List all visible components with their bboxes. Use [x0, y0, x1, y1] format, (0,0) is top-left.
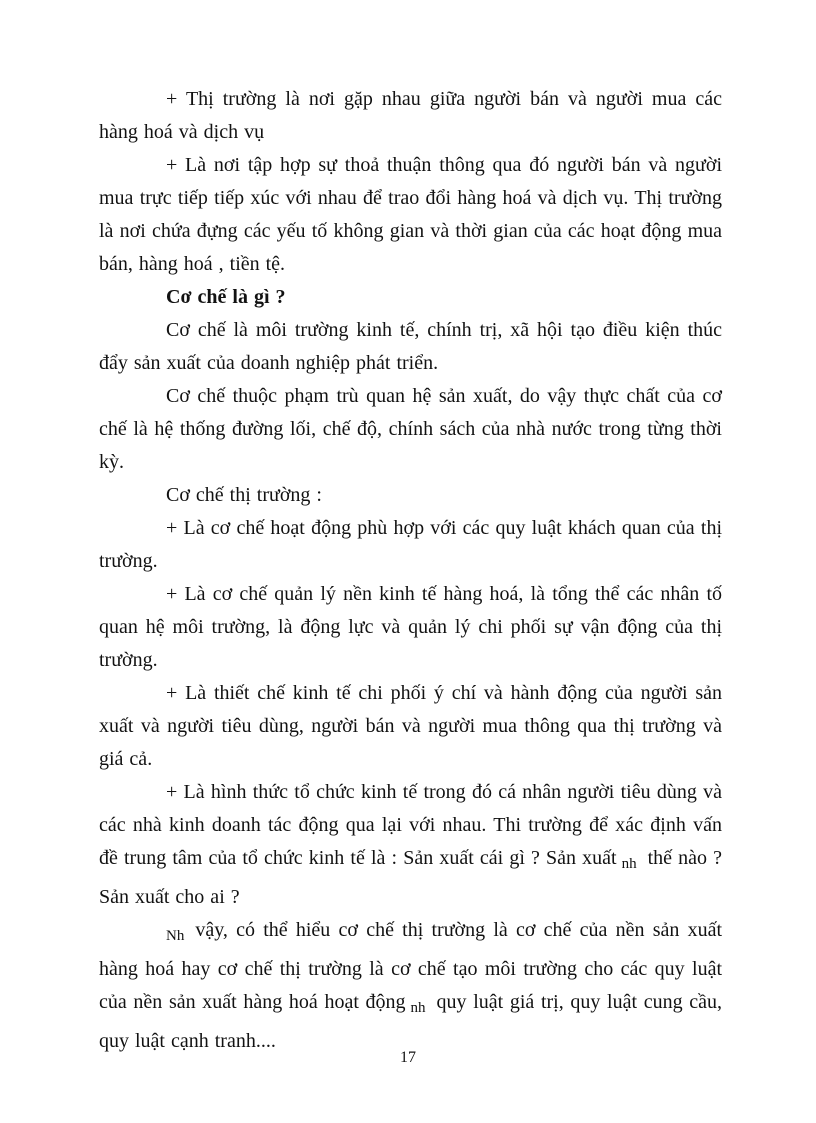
paragraph — [99, 776, 722, 914]
section-heading — [99, 281, 722, 314]
paragraph-text: Cơ chế thuộc phạm trù quan hệ sản xuất, do vậy thực chất của cơ chế là hệ thống đường lối, chế độ, chính sách của nhà nước trong từng thời kỳ. — [99, 385, 722, 473]
page-footer — [0, 1048, 816, 1068]
paragraph — [99, 479, 722, 512]
paragraph — [99, 83, 722, 149]
paragraph-text: Cơ chế là môi trường kinh tế, chính trị, xã hội tạo điều kiện thúc đẩy sản xuất của doanh nghiệp phát triển. — [99, 319, 722, 374]
paragraph-text: + Là cơ chế quản lý nền kinh tế hàng hoá, là tổng thể các nhân tố quan hệ môi trường, là động lực và quản lý chi phối sự vận động của thị trường. — [99, 583, 722, 671]
paragraph-text: Cơ chế thị trường : — [166, 484, 322, 506]
paragraph-text: + Là nơi tập hợp sự thoả thuận thông qua đó người bán và người mua trực tiếp tiếp xúc với nhau để trao đổi hàng hoá và dịch vụ. Thị trường là nơi chứa đựng các yếu tố không gian và thời gian của các hoạt động mua bán, hàng hoá , tiền tệ. — [99, 154, 722, 275]
paragraph-text: thế nào ? Sản xuất cho ai ? — [99, 847, 722, 908]
paragraph-text: quy luật giá trị, quy luật cung cầu, quy luật cạnh tranh.... — [99, 991, 722, 1052]
paragraph-text: vậy, có thể hiểu cơ chế thị trường là cơ chế của nền sản xuất hàng hoá hay cơ chế thị trường là cơ chế tạo môi trường cho các quy luật của nền sản xuất hàng hoá hoạt động — [99, 919, 722, 1013]
page-number: 17 — [400, 1049, 416, 1066]
lowered-text-fragment: nh — [621, 856, 637, 872]
paragraph-text: + Thị trường là nơi gặp nhau giữa người bán và người mua các hàng hoá và dịch vụ — [99, 88, 722, 143]
paragraph — [99, 149, 722, 281]
section-heading-text: Cơ chế là gì ? — [166, 286, 286, 308]
paragraph — [99, 914, 722, 1058]
lowered-text-fragment: Nh — [166, 928, 185, 944]
paragraph — [99, 578, 722, 677]
paragraph — [99, 512, 722, 578]
paragraph-text: + Là thiết chế kinh tế chi phối ý chí và hành động của người sản xuất và người tiêu dùng, người bán và người mua thông qua thị trường và giá cả. — [99, 682, 722, 770]
paragraph — [99, 314, 722, 380]
paragraph-text: + Là hình thức tổ chức kinh tế trong đó cá nhân người tiêu dùng và các nhà kinh doanh tác động qua lại với nhau. Thi trường để xác định vấn đề trung tâm của tổ chức kinh tế là : Sản xuất cái gì ? Sản xuất — [99, 781, 722, 869]
paragraph-text: + Là cơ chế hoạt động phù hợp với các quy luật khách quan của thị trường. — [99, 517, 722, 572]
paragraph — [99, 677, 722, 776]
lowered-text-fragment: nh — [410, 1000, 426, 1016]
paragraph — [99, 380, 722, 479]
document-body — [99, 83, 722, 1058]
